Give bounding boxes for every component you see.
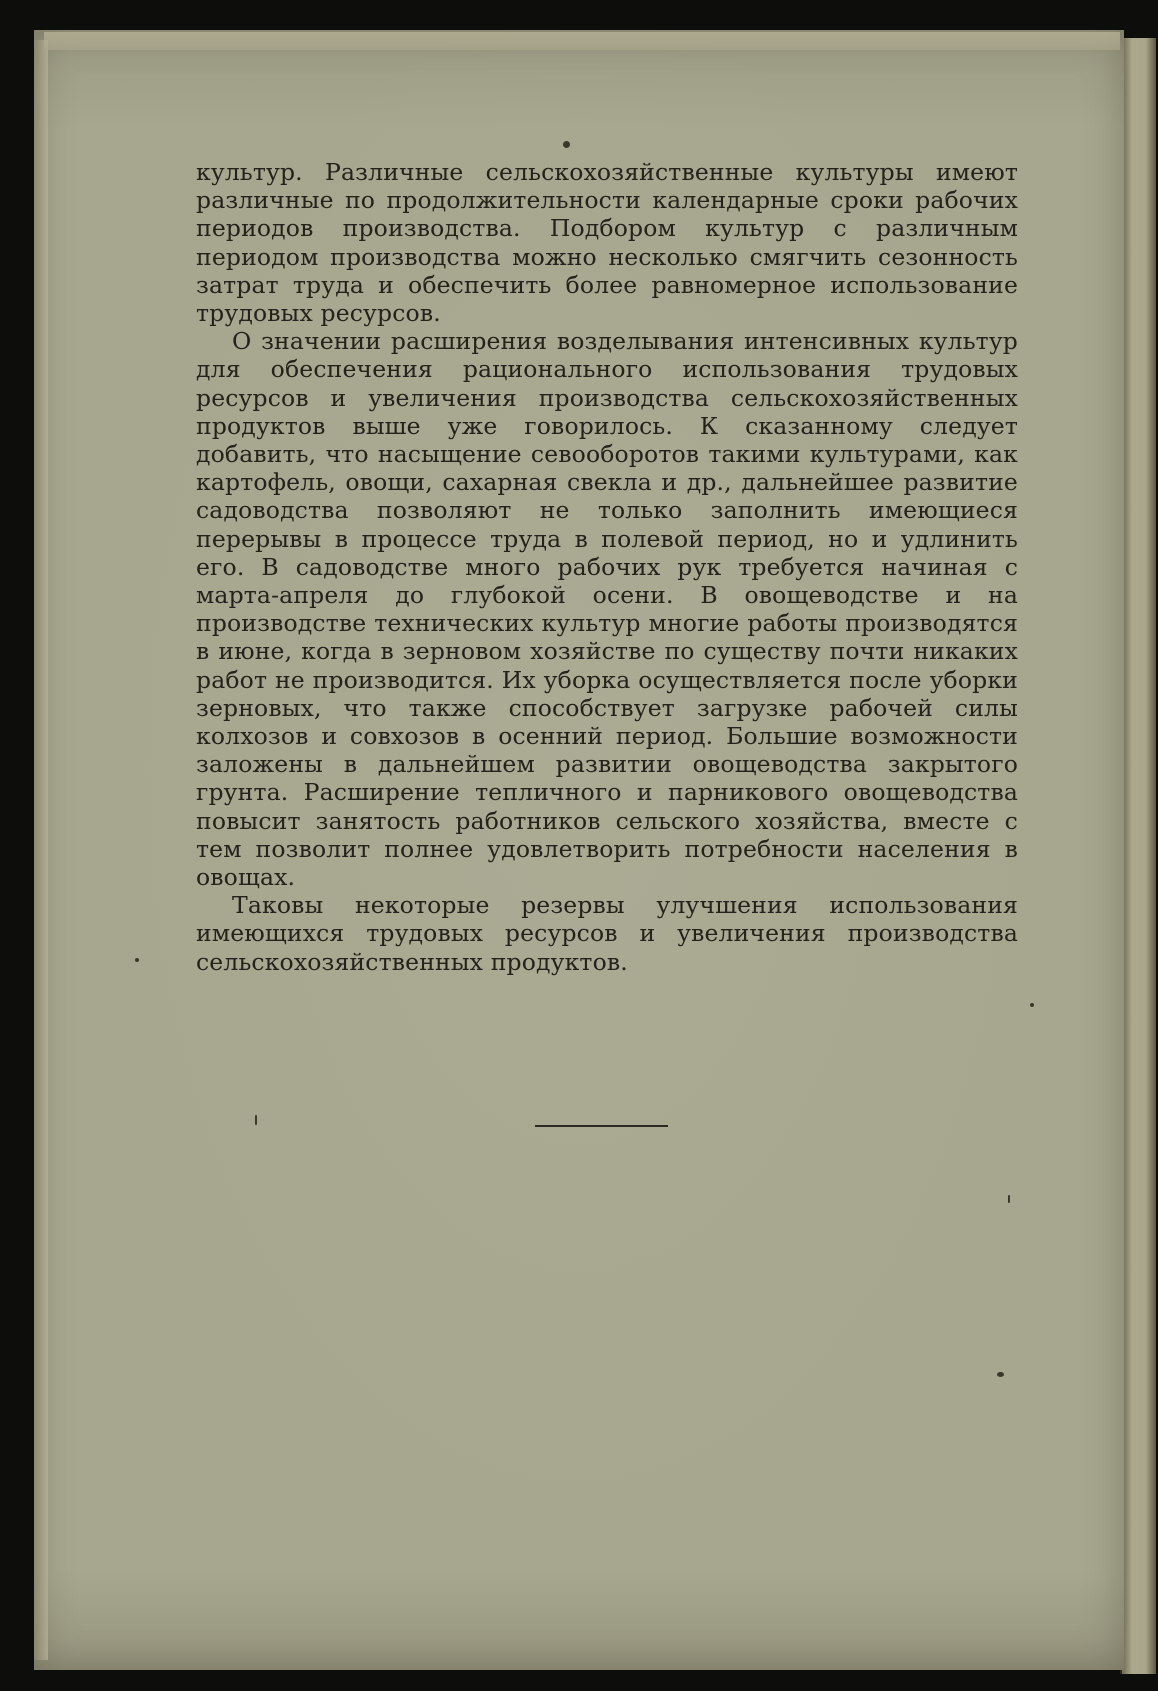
paragraph-2: О значении расширения возделывания интенсивных культур для обеспечения рационального использования трудовых ресурсов и увеличения производства сельскохозяйственных продуктов выше уже говорилось. К сказанному следует добавить, что насыщение севооборотов такими культурами, как картофель, овощи, сахарная свекла и др., дальнейшее развитие садоводства позволяют не только заполнить имеющиеся перерывы в процессе труда в полевой период, но и удлинить его. В садоводстве много рабочих рук требуется начиная с марта-апреля до глубокой осени. В овощеводстве и на производстве технических культур многие работы производятся в июне, когда в зерновом хозяйстве по существу почти никаких работ не производится. Их уборка осуществляется после уборки зерновых, что также способствует загрузке рабочей силы колхозов и совхозов в осенний период. Большие возможности заложены в дальнейшем развитии овощеводства закрытого грунта. Расширение тепличного и парникового овощеводства повысит занятость работников сельского хозяйства, вместе с тем позволит полнее удовлетворить потребности населения в овощах. xyxy=(196,327,1018,892)
paper-speck xyxy=(1030,1003,1034,1007)
page-stack-edge-left xyxy=(34,40,48,1660)
page-stack-edge-top xyxy=(44,32,1120,50)
paper-speck xyxy=(135,958,139,962)
paragraph-1: культур. Различные сельскохозяйственные культуры имеют различные по продолжительности календарные сроки рабочих периодов производства. Подбором культур с различным периодом производства можно несколько смягчить сезонность затрат труда и обеспечить более равномерное использование трудовых ресурсов. xyxy=(196,158,1018,328)
end-rule-divider xyxy=(535,1125,668,1127)
book-spine-edge xyxy=(1120,38,1156,1674)
body-text xyxy=(196,158,1018,976)
paragraph-3: Таковы некоторые резервы улучшения использования имеющихся трудовых ресурсов и увеличения производства сельскохозяйственных продуктов. xyxy=(196,891,1018,976)
paper-speck xyxy=(997,1372,1004,1377)
paper-speck xyxy=(255,1115,257,1125)
paper-speck xyxy=(563,141,570,148)
paper-speck xyxy=(1008,1195,1010,1203)
